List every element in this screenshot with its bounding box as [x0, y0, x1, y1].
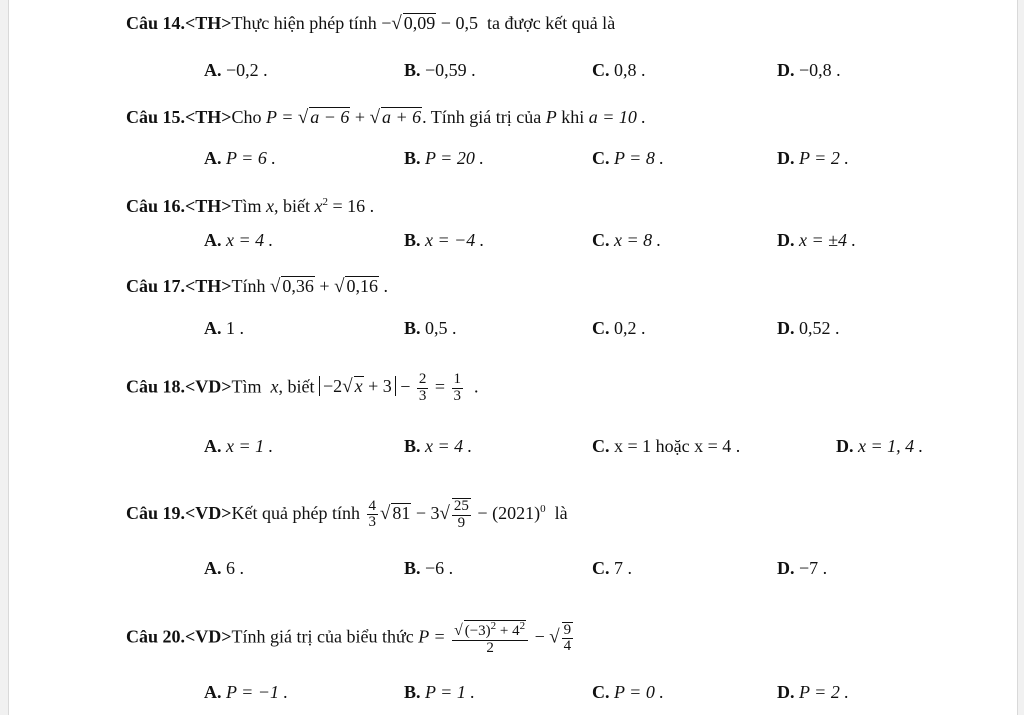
option-b[interactable]: B. −6 . — [404, 558, 454, 578]
expr-lhs: P = — [266, 107, 294, 127]
expr-end: . — [383, 276, 388, 296]
option-c[interactable]: C. x = 1 hoặc x = 4 . — [592, 436, 741, 456]
option-d[interactable]: D. −0,8 . — [777, 60, 841, 80]
question-19 — [126, 497, 568, 532]
options-17 — [204, 316, 1004, 340]
expr-minus: − — [534, 626, 545, 647]
options-18 — [204, 434, 1004, 458]
question-tail: , biết — [278, 376, 315, 397]
question-stem: Kết quả phép tính — [231, 503, 361, 523]
question-stem: Cho — [231, 107, 262, 127]
question-17 — [126, 274, 388, 299]
question-stem: Tìm — [231, 196, 262, 216]
option-d[interactable]: D. x = ±4 . — [777, 230, 857, 250]
radicand-1: a − 6 — [310, 107, 350, 127]
sqrt-sign: √ — [549, 626, 560, 648]
option-b[interactable]: B. −0,59 . — [404, 60, 476, 80]
fraction: $\frac{4}{3}$ — [368, 497, 377, 531]
root-fraction: $\frac{25}{9}$ — [453, 498, 469, 531]
option-d[interactable]: D. −7 . — [777, 558, 828, 578]
expr-minus-2: − (2021) — [477, 503, 541, 523]
expr-exp: 0 — [540, 503, 546, 515]
option-a[interactable]: A. 1 . — [204, 318, 244, 338]
expr-rest: = 16 . — [332, 196, 375, 216]
question-label: Câu 18.<VD> — [126, 376, 232, 397]
absolute-value: −2√ x + 3 — [319, 376, 396, 396]
question-var: x — [270, 376, 279, 397]
option-a[interactable]: A. P = −1 . — [204, 682, 288, 702]
question-tail-2: khi — [561, 107, 585, 127]
option-c[interactable]: C. 0,2 . — [592, 318, 646, 338]
question-15 — [126, 105, 646, 130]
option-b[interactable]: B. P = 20 . — [404, 148, 484, 168]
sqrt-sign: √ — [391, 13, 402, 34]
radicand-1: 0,36 — [282, 276, 314, 296]
question-20 — [126, 620, 575, 657]
sqrt-sign: √ — [297, 107, 309, 128]
sqrt-sign: √ — [380, 503, 391, 524]
option-d[interactable]: D. x = 1, 4 . — [836, 436, 924, 456]
question-stem: Tính giá trị của biểu thức — [231, 626, 414, 647]
radicand: 0,09 — [403, 13, 436, 33]
question-stem: Thực hiện phép tính — [231, 13, 377, 33]
option-c[interactable]: C. P = 0 . — [592, 682, 664, 702]
option-d[interactable]: D. 0,52 . — [777, 318, 840, 338]
sqrt-sign: √ — [334, 276, 345, 297]
radicand-2: 0,16 — [346, 276, 378, 296]
option-b[interactable]: B. P = 1 . — [404, 682, 475, 702]
question-var: P — [545, 107, 557, 127]
options-20 — [204, 680, 1004, 704]
option-b[interactable]: B. 0,5 . — [404, 318, 457, 338]
expr-base: x — [314, 196, 323, 216]
option-a[interactable]: A. 6 . — [204, 558, 244, 578]
question-14 — [126, 11, 615, 36]
document-page — [8, 0, 1018, 715]
root-fraction: $\frac{9}{4}$ — [563, 621, 572, 655]
question-tail: là — [554, 503, 568, 523]
option-d[interactable]: D. P = 2 . — [777, 148, 849, 168]
question-label: Câu 19.<VD> — [126, 503, 232, 523]
expr-plus: + — [354, 107, 366, 127]
option-c[interactable]: C. 7 . — [592, 558, 632, 578]
option-c[interactable]: C. x = 8 . — [592, 230, 662, 250]
expr-rest: − 0,5 — [440, 13, 478, 33]
question-tail: ta được kết quả là — [486, 13, 616, 33]
option-d[interactable]: D. P = 2 . — [777, 682, 849, 702]
question-tail: . Tính giá trị của — [422, 107, 542, 127]
fraction-1: $\frac{2}{3}$ — [418, 371, 427, 404]
options-19 — [204, 556, 1004, 580]
question-stem: Tìm — [231, 376, 262, 397]
question-tail: , biết — [274, 196, 311, 216]
expr-plus: + — [319, 276, 330, 296]
sqrt-sign: √ — [439, 503, 450, 524]
fraction-2: $\frac{1}{3}$ — [453, 371, 462, 404]
options-14 — [204, 58, 1004, 82]
expr-end: . — [474, 376, 479, 397]
option-a[interactable]: A. x = 4 . — [204, 230, 274, 250]
expr-exp: 2 — [322, 196, 329, 208]
question-16 — [126, 190, 374, 218]
question-18 — [126, 372, 479, 405]
sqrt-sign: √ — [369, 107, 380, 128]
expr-minus: − — [381, 13, 392, 33]
option-a[interactable]: A. P = 6 . — [204, 148, 276, 168]
options-15 — [204, 146, 1004, 170]
question-cond: a = 10 . — [588, 107, 646, 127]
radicand-1: 81 — [392, 503, 411, 523]
question-stem: Tính — [231, 276, 266, 296]
sqrt-sign: √ — [270, 276, 281, 297]
expr-minus-1: − 3 — [415, 503, 440, 523]
option-c[interactable]: C. P = 8 . — [592, 148, 664, 168]
option-a[interactable]: A. x = 1 . — [204, 436, 274, 456]
option-b[interactable]: B. x = −4 . — [404, 230, 485, 250]
expr-eq: = — [434, 376, 446, 397]
question-label: Câu 15.<TH> — [126, 107, 232, 127]
question-label: Câu 16.<TH> — [126, 196, 232, 216]
options-16 — [204, 228, 1004, 252]
question-label: Câu 20.<VD> — [126, 626, 232, 647]
expr-minus: − — [400, 376, 411, 397]
question-label: Câu 17.<TH> — [126, 276, 232, 296]
question-label: Câu 14.<TH> — [126, 13, 232, 33]
option-b[interactable]: B. x = 4 . — [404, 436, 473, 456]
option-c[interactable]: C. 0,8 . — [592, 60, 646, 80]
option-a[interactable]: A. −0,2 . — [204, 60, 268, 80]
expr-lhs: P = — [418, 626, 446, 647]
big-fraction: $\frac{√ (-3)^2 + 4^2}{2}$ — [452, 620, 528, 657]
radicand-2: a + 6 — [381, 107, 422, 127]
question-var: x — [266, 196, 275, 216]
